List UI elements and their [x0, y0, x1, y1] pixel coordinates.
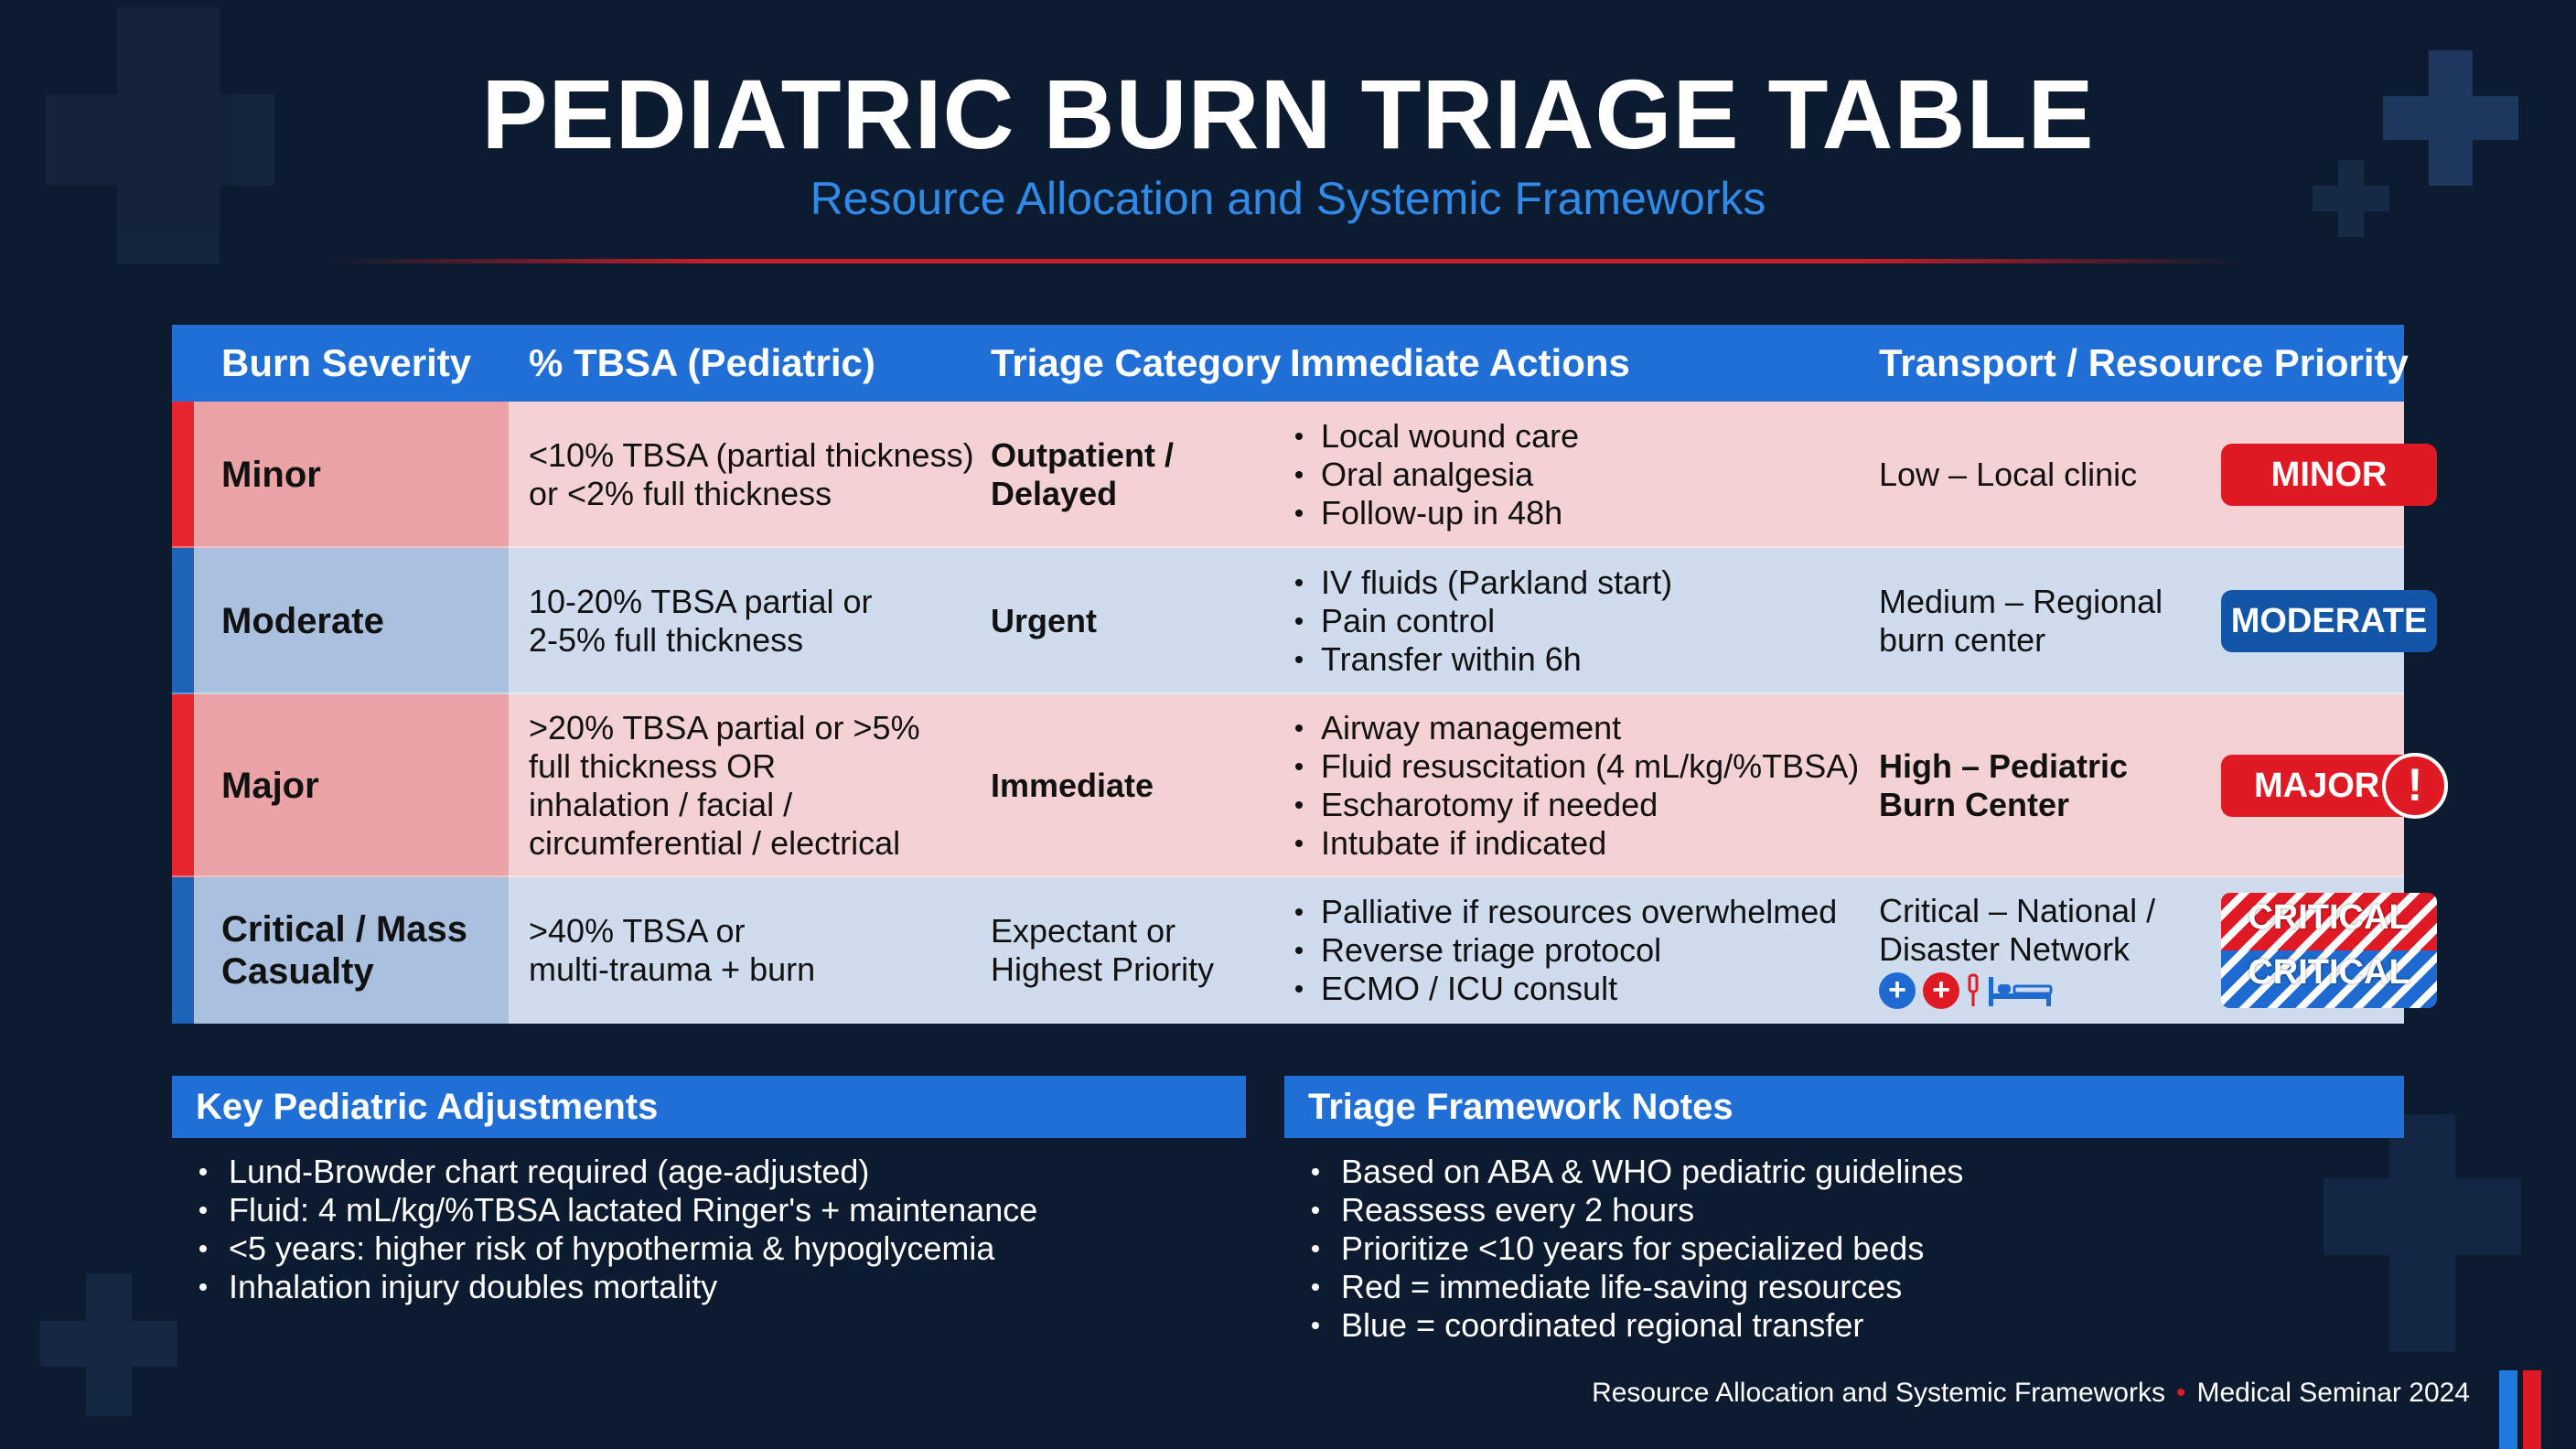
action-item: Oral analgesia	[1290, 456, 1579, 494]
category-cell: Urgent	[991, 602, 1097, 639]
list-item: Blue = coordinated regional transfer	[1308, 1306, 1963, 1345]
severity-badge-minor: MINOR	[2221, 444, 2437, 506]
category-cell: Expectant or Highest Priority	[991, 912, 1215, 988]
severity-badge-critical: CRITICAL CRITICAL	[2221, 893, 2437, 1008]
transport-cell: Medium – Regional burn center	[1879, 583, 2163, 659]
title-divider	[329, 259, 2241, 263]
action-item: Intubate if indicated	[1290, 824, 1859, 863]
severity-badge-major: MAJOR	[2221, 755, 2422, 817]
actions-cell	[1290, 548, 1672, 694]
severity-label: Critical / Mass Casualty	[221, 909, 468, 992]
framework-notes-list	[1308, 1153, 1963, 1345]
action-item: Airway management	[1290, 709, 1859, 747]
background-cross-icon	[2324, 1114, 2521, 1352]
action-item: IV fluids (Parkland start)	[1290, 564, 1672, 602]
list-item: Lund-Browder chart required (age-adjusted)	[196, 1153, 1037, 1191]
footer-right-text: Medical Seminar 2024	[2196, 1378, 2470, 1408]
action-item: Reverse triage protocol	[1290, 931, 1837, 970]
list-item: Based on ABA & WHO pediatric guidelines	[1308, 1153, 1963, 1191]
table-row	[172, 877, 2410, 1024]
footer-left-text: Resource Allocation and Systemic Frameworks	[1592, 1378, 2165, 1408]
action-item: Palliative if resources overwhelmed	[1290, 893, 1837, 931]
footer	[1592, 1378, 2470, 1409]
action-item: Fluid resuscitation (4 mL/kg/%TBSA)	[1290, 747, 1859, 786]
table-row	[172, 402, 2404, 548]
transport-cell: High – Pediatric Burn Center	[1879, 747, 2129, 823]
action-item: Escharotomy if needed	[1290, 786, 1859, 824]
category-cell: Outpatient / Delayed	[991, 436, 1174, 512]
medical-cross-icon: +	[1923, 972, 1959, 1009]
severity-label: Moderate	[221, 601, 384, 641]
transport-cell: Critical – National / Disaster Network + +	[1879, 892, 2156, 1007]
actions-cell	[1290, 877, 1837, 1024]
action-item: Transfer within 6h	[1290, 640, 1672, 679]
page-title: PEDIATRIC BURN TRIAGE TABLE	[481, 59, 2095, 169]
resource-icons	[1879, 972, 2155, 1009]
tbsa-cell: 10-20% TBSA partial or 2-5% full thickness	[529, 583, 873, 659]
transport-cell: Low – Local clinic	[1879, 456, 2138, 493]
tbsa-cell: <10% TBSA (partial thickness) or <2% full thickness	[529, 436, 974, 512]
list-item: Red = immediate life-saving resources	[1308, 1268, 1963, 1306]
action-item: Follow-up in 48h	[1290, 494, 1579, 532]
footer-accent-bars	[2499, 1370, 2543, 1449]
table-row	[172, 694, 2423, 877]
table-header	[172, 325, 2409, 402]
panel-title-framework-notes: Triage Framework Notes	[1284, 1076, 2404, 1138]
tbsa-cell: >40% TBSA or multi-trauma + burn	[529, 912, 816, 988]
column-header-category: Triage Category	[991, 341, 1282, 384]
tbsa-cell: >20% TBSA partial or >5% full thickness OR inhalation / facial / circumferential / electrical	[529, 709, 920, 862]
actions-cell	[1290, 694, 1859, 877]
column-header-actions: Immediate Actions	[1290, 341, 1630, 384]
column-header-tbsa: % TBSA (Pediatric)	[529, 341, 875, 384]
table-row	[172, 548, 2428, 694]
action-item: Local wound care	[1290, 417, 1579, 456]
severity-badge-moderate: MODERATE	[2221, 590, 2437, 652]
background-cross-icon	[40, 1273, 177, 1416]
pediatric-adjustments-list	[196, 1153, 1037, 1306]
list-item: Inhalation injury doubles mortality	[196, 1268, 1037, 1306]
panel-title-pediatric-adjustments: Key Pediatric Adjustments	[172, 1076, 1246, 1138]
list-item: <5 years: higher risk of hypothermia & hypoglycemia	[196, 1229, 1037, 1268]
footer-separator: •	[2175, 1378, 2186, 1408]
list-item: Prioritize <10 years for specialized beds	[1308, 1229, 1963, 1268]
column-header-transport: Transport / Resource Priority	[1879, 341, 2409, 384]
column-header-severity: Burn Severity	[221, 341, 472, 384]
plus-circle-icon: +	[1879, 972, 1916, 1009]
page-subtitle: Resource Allocation and Systemic Frameworks	[810, 173, 1766, 224]
action-item: Pain control	[1290, 602, 1672, 640]
iv-drip-icon	[1967, 973, 1980, 1008]
category-cell: Immediate	[991, 767, 1154, 804]
severity-label: Minor	[221, 455, 321, 495]
list-item: Reassess every 2 hours	[1308, 1191, 1963, 1229]
list-item: Fluid: 4 mL/kg/%TBSA lactated Ringer's + maintenance	[196, 1191, 1037, 1229]
severity-label: Major	[221, 766, 319, 806]
actions-cell	[1290, 402, 1579, 548]
alert-icon: !	[2382, 753, 2448, 819]
hospital-bed-icon	[1987, 973, 2053, 1008]
action-item: ECMO / ICU consult	[1290, 970, 1837, 1008]
